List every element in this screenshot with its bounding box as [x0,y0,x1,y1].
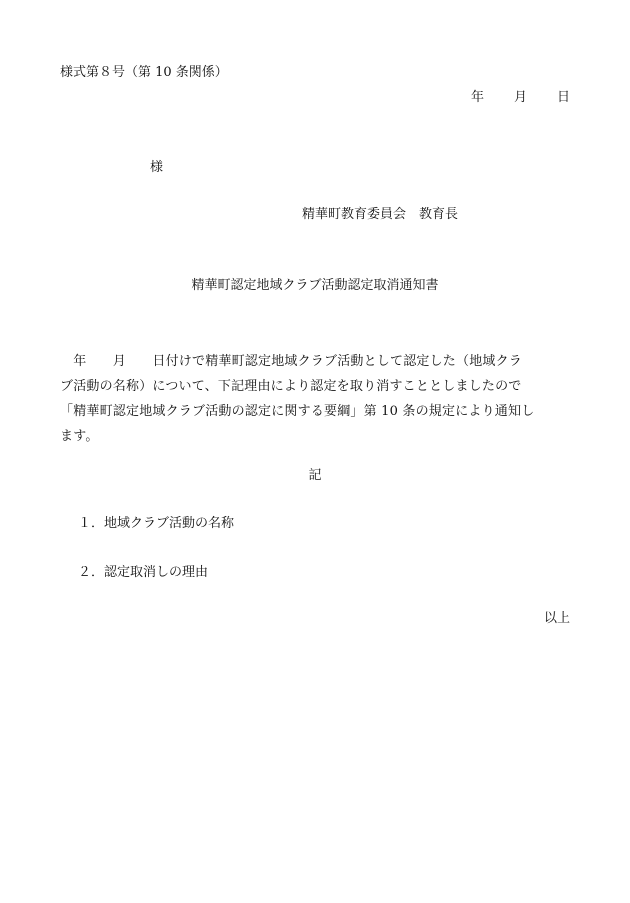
body-paragraph [60,349,572,449]
form-number: 様式第８号（第 10 条関係） [60,65,228,80]
date-day: 日 [556,90,570,105]
sender-name: 精華町教育委員会 教育長 [302,207,459,222]
date-year: 年 [470,90,484,105]
body-line: 「精華町認定地域クラブ活動の認定に関する要綱」第 10 条の規定により通知し [60,404,535,419]
body-line: ます。 [60,429,99,444]
list-item: １．地域クラブ活動の名称 [78,516,235,531]
closing-mark: 以上 [543,611,570,626]
date-month: 月 [513,90,527,105]
body-line: ブ活動の名称）について、下記理由により認定を取り消すこととしましたので [60,379,522,394]
addressee-suffix: 様 [150,160,164,175]
date-line [471,91,570,104]
list-item: ２．認定取消しの理由 [78,565,209,580]
body-line: 年 月 日付けで精華町認定地域クラブ活動として認定した（地域クラ [60,354,523,369]
record-heading: 記 [308,468,322,483]
document-title: 精華町認定地域クラブ活動認定取消通知書 [191,278,439,293]
